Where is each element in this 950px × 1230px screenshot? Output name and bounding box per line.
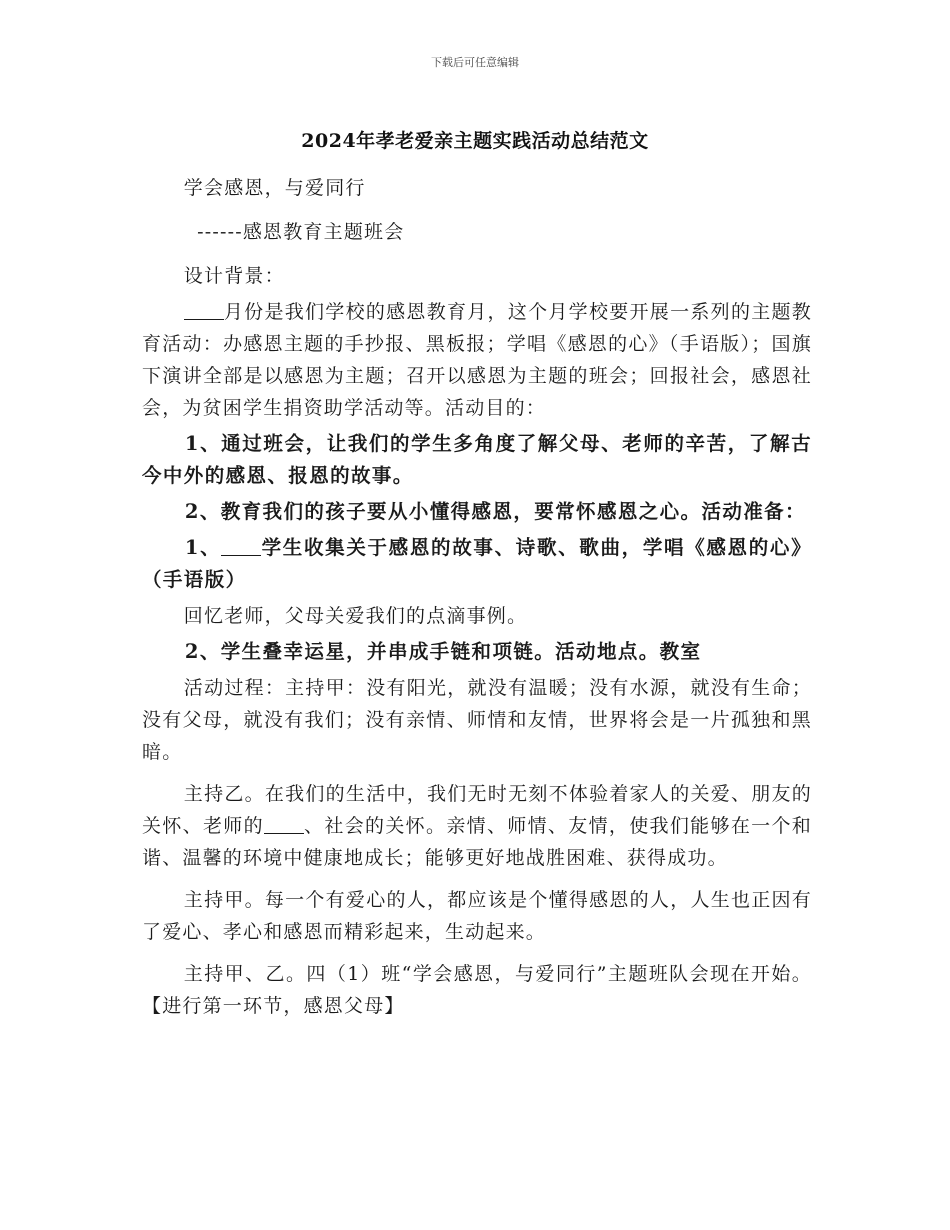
process-paragraph-2 bbox=[142, 778, 812, 874]
background-text: 月份是我们学校的感恩教育月，这个月学校要开展一系列的主题教育活动：办感恩主题的手抄报、黑板报；学唱《感恩的心》（手语版）；国旗下演讲全部是以感恩为主题；召开以感恩为主题的班会；回报社会，感恩社会，为贫困学生捐资助学活动等。活动目的： bbox=[142, 301, 812, 419]
goal-2: 2、教育我们的孩子要从小懂得感恩，要常怀感恩之心。活动准备： bbox=[184, 500, 806, 523]
subtitle: 学会感恩，与爱同行 bbox=[183, 177, 366, 199]
goal-1: 1、通过班会，让我们的学生多角度了解父母、老师的辛苦，了解古今中外的感恩、报恩的故事。 bbox=[142, 432, 812, 487]
subheading: ------感恩教育主题班会 bbox=[197, 221, 405, 243]
process-paragraph-1: 活动过程：主持甲：没有阳光，就没有温暖；没有水源，就没有生命；没有父母，就没有我们；没有亲情、师情和友情，世界将会是一片孤独和黑暗。 bbox=[142, 677, 812, 763]
process-2-text-a: 主持乙。在我们的生活中，我们无时无刻不体验着家人的关爱、朋友的关怀、老师的 bbox=[142, 783, 812, 837]
fill-in-blank bbox=[264, 815, 304, 834]
prep-1 bbox=[142, 532, 812, 596]
process-2-text-b: 、社会的关怀。亲情、师情、友情，使我们能够在一个和谐、温馨的环境中健康地成长；能够更好地战胜困难、获得成功。 bbox=[142, 815, 812, 869]
process-paragraph-4: 主持甲、乙。四（1）班“学会感恩，与爱同行”主题班队会现在开始。【进行第一环节，感恩父母】 bbox=[142, 963, 812, 1017]
prep-1-note: 回忆老师，父母关爱我们的点滴事例。 bbox=[183, 605, 528, 627]
process-paragraph-3: 主持甲。每一个有爱心的人，都应该是个懂得感恩的人，人生也正因有了爱心、孝心和感恩而精彩起来，生动起来。 bbox=[142, 889, 812, 943]
header-note: 下载后可任意编辑 bbox=[431, 56, 519, 69]
document-title: 2024年孝老爱亲主题实践活动总结范文 bbox=[301, 130, 649, 152]
section-design-heading: 设计背景： bbox=[183, 265, 285, 287]
document-body bbox=[142, 172, 812, 1026]
fill-in-blank bbox=[184, 301, 224, 320]
fill-in-blank bbox=[221, 537, 261, 556]
prep-1-text: 学生收集关于感恩的故事、诗歌、歌曲，学唱《感恩的心》（手语版） bbox=[142, 536, 812, 591]
prep-1-prefix: 1、 bbox=[184, 536, 222, 559]
prep-2: 2、学生叠幸运星，并串成手链和项链。活动地点。教室 bbox=[184, 640, 702, 663]
background-paragraph bbox=[142, 296, 812, 424]
